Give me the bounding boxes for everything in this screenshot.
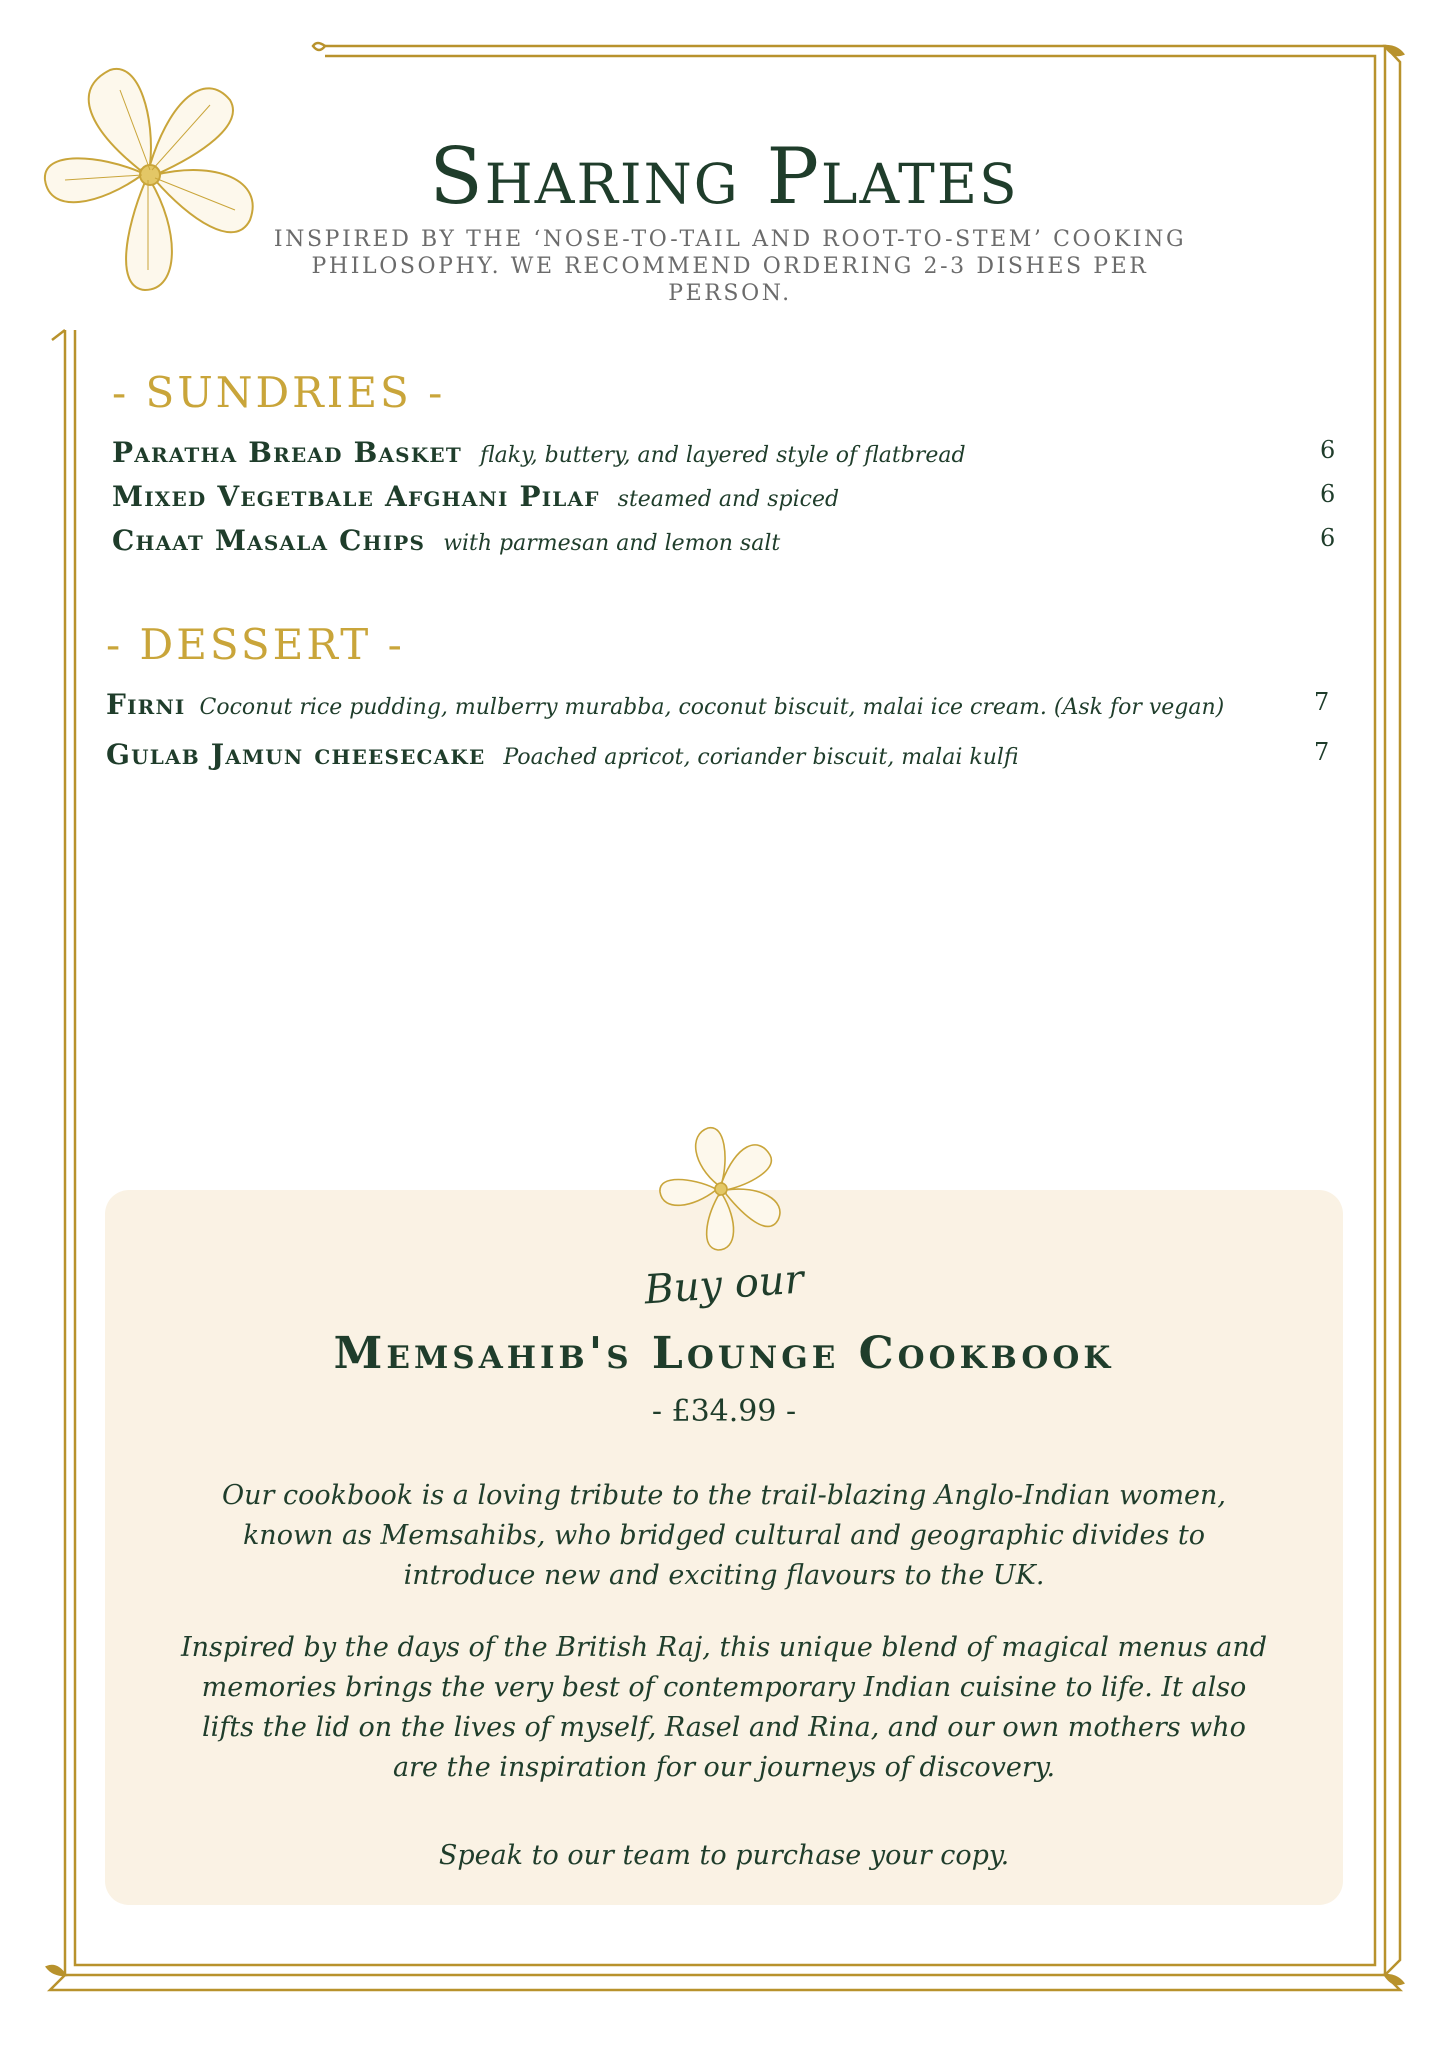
menu-item [0, 480, 1448, 514]
menu-item [0, 436, 1448, 470]
menu-item [0, 524, 1448, 558]
item-name: Chaat Masala Chips with parmesan and lemon salt [112, 524, 781, 557]
item-name: Firni Coconut rice pudding, mulberry murabba, coconut biscuit, malai ice cream. (Ask for vegan) [106, 688, 1225, 721]
subtitle-line-1: INSPIRED BY THE ‘NOSE-TO-TAIL AND ROOT-TO-STEM’ COOKING [273, 227, 1187, 252]
item-description: with parmesan and lemon salt [443, 531, 781, 556]
page-subtitle [270, 226, 1190, 307]
item-price: 7 [1314, 688, 1330, 716]
section-title-sundries: - SUNDRIES - [112, 368, 446, 417]
item-price: 6 [1320, 480, 1336, 508]
item-description: steamed and spiced [617, 487, 840, 512]
cookbook-description-1: Our cookbook is a loving tribute to the trail-blazing Anglo-Indian women, known as Memsahibs, who bridged cultural and geographic divides to introduce new and exciting flavours to the UK. [221, 1480, 1227, 1591]
section-title-dessert: - DESSERT - [106, 620, 405, 669]
item-description: Poached apricot, coriander biscuit, malai kulfi [503, 745, 1019, 770]
item-name: Mixed Vegetbale Afghani Pilaf steamed and spiced [112, 480, 840, 513]
cookbook-call-to-action: Speak to our team to purchase your copy. [438, 1840, 1010, 1871]
item-price: 7 [1314, 738, 1330, 766]
subtitle-line-2: PHILOSOPHY. WE RECOMMEND ORDERING 2-3 DISHES PER PERSON. [311, 254, 1149, 306]
promo-script-heading: Buy our [642, 1256, 806, 1314]
item-description: flaky, buttery, and layered style of flatbread [479, 443, 966, 468]
item-price: 6 [1320, 436, 1336, 464]
item-name: Paratha Bread Basket flaky, buttery, and layered style of flatbread [112, 436, 966, 469]
menu-item [0, 738, 1448, 772]
menu-item [0, 688, 1448, 722]
cookbook-title: Memsahib's Lounge Cookbook [333, 1328, 1115, 1379]
item-price: 6 [1320, 524, 1336, 552]
cookbook-price: - £34.99 - [651, 1394, 797, 1429]
cookbook-description-2: Inspired by the days of the British Raj, this unique blend of magical menus and memories brings the very best of contemporary Indian cuisine to life. It also lifts the lid on the lives of myself, Rasel and Rina, and our own mothers who are the inspiration for our journeys of discovery. [180, 1632, 1268, 1783]
page-title: Sharing Plates [429, 132, 1019, 222]
item-description: Coconut rice pudding, mulberry murabba, coconut biscuit, malai ice cream. (Ask for vegan) [199, 695, 1225, 720]
item-name: Gulab Jamun cheesecake Poached apricot, coriander biscuit, malai kulfi [106, 738, 1019, 771]
hibiscus-flower-icon [648, 1110, 798, 1260]
